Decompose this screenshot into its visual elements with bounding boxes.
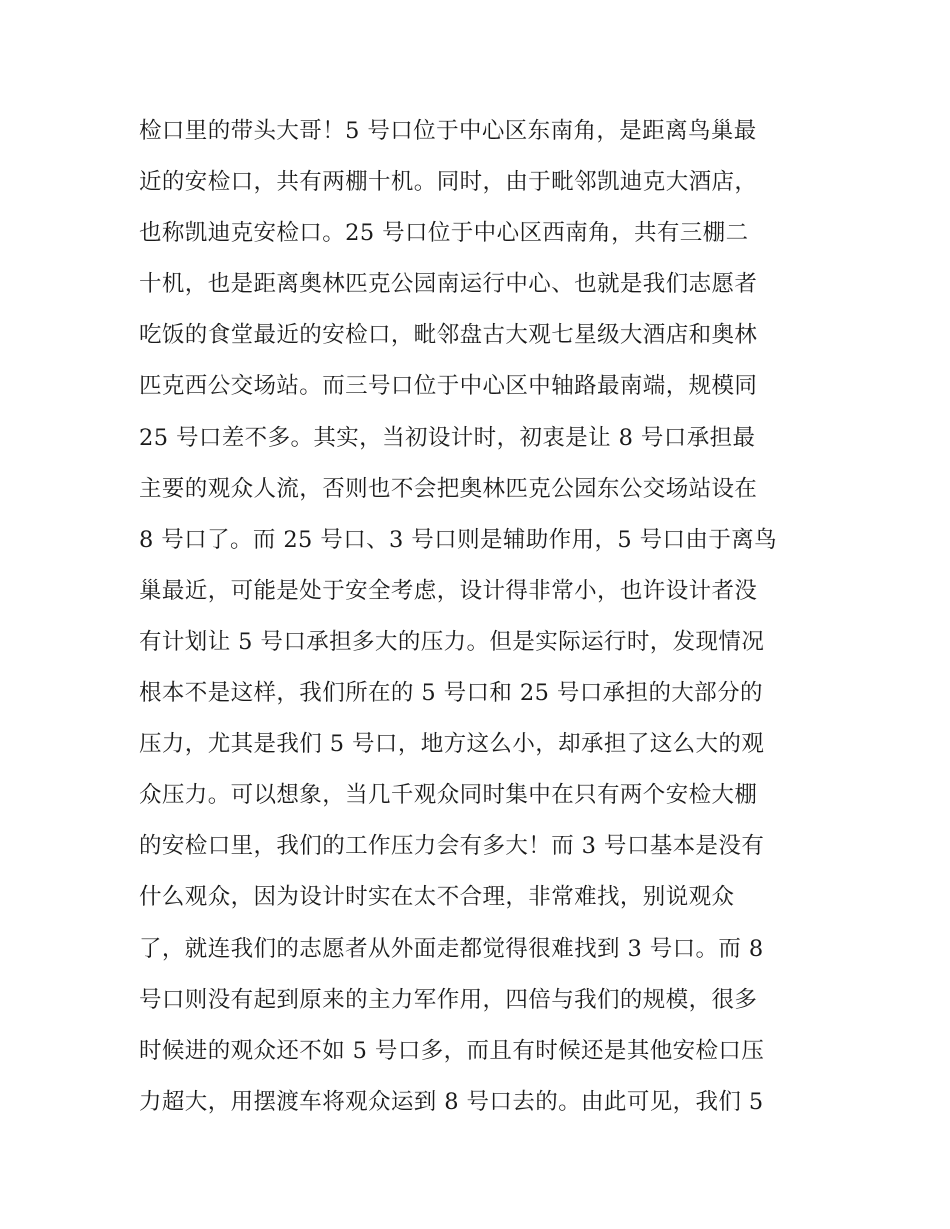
text-line: 众压力。可以想象，当几千观众同时集中在只有两个安检大棚	[139, 782, 758, 809]
text-line: 力超大，用摆渡车将观众运到 8 号口去的。由此可见，我们 5	[139, 1088, 764, 1115]
text-line: 号口则没有起到原来的主力军作用，四倍与我们的规模，很多	[139, 986, 758, 1013]
text-line: 压力，尤其是我们 5 号口，地方这么小，却承担了这么大的观	[139, 731, 765, 758]
text-line: 时候进的观众还不如 5 号口多，而且有时候还是其他安检口压	[139, 1037, 765, 1064]
text-line: 有计划让 5 号口承担多大的压力。但是实际运行时，发现情况	[139, 628, 765, 655]
text-line: 根本不是这样，我们所在的 5 号口和 25 号口承担的大部分的	[139, 680, 763, 707]
body-text	[139, 106, 819, 1128]
text-line: 吃饭的食堂最近的安检口，毗邻盘古大观七星级大酒店和奥林	[139, 322, 758, 349]
text-line: 也称凯迪克安检口。25 号口位于中心区西南角，共有三棚二	[139, 220, 749, 247]
text-line: 了，就连我们的志愿者从外面走都觉得很难找到 3 号口。而 8	[139, 935, 764, 962]
text-line: 近的安检口，共有两棚十机。同时，由于毗邻凯迪克大酒店，	[139, 169, 758, 196]
text-line: 的安检口里，我们的工作压力会有多大！而 3 号口基本是没有	[139, 833, 765, 860]
text-line: 十机，也是距离奥林匹克公园南运行中心、也就是我们志愿者	[139, 271, 758, 298]
text-line: 主要的观众人流，否则也不会把奥林匹克公园东公交场站设在	[139, 475, 758, 502]
text-line: 检口里的带头大哥！5 号口位于中心区东南角，是距离鸟巢最	[139, 118, 757, 144]
text-line: 匹克西公交场站。而三号口位于中心区中轴路最南端，规模同	[139, 373, 758, 400]
text-line: 巢最近，可能是处于安全考虑，设计得非常小，也许设计者没	[139, 577, 758, 604]
text-line: 什么观众，因为设计时实在太不合理，非常难找，别说观众	[139, 884, 735, 911]
text-line: 25 号口差不多。其实，当初设计时，初衷是让 8 号口承担最	[139, 424, 756, 451]
text-line: 8 号口了。而 25 号口、3 号口则是辅助作用，5 号口由于离鸟	[139, 526, 778, 553]
